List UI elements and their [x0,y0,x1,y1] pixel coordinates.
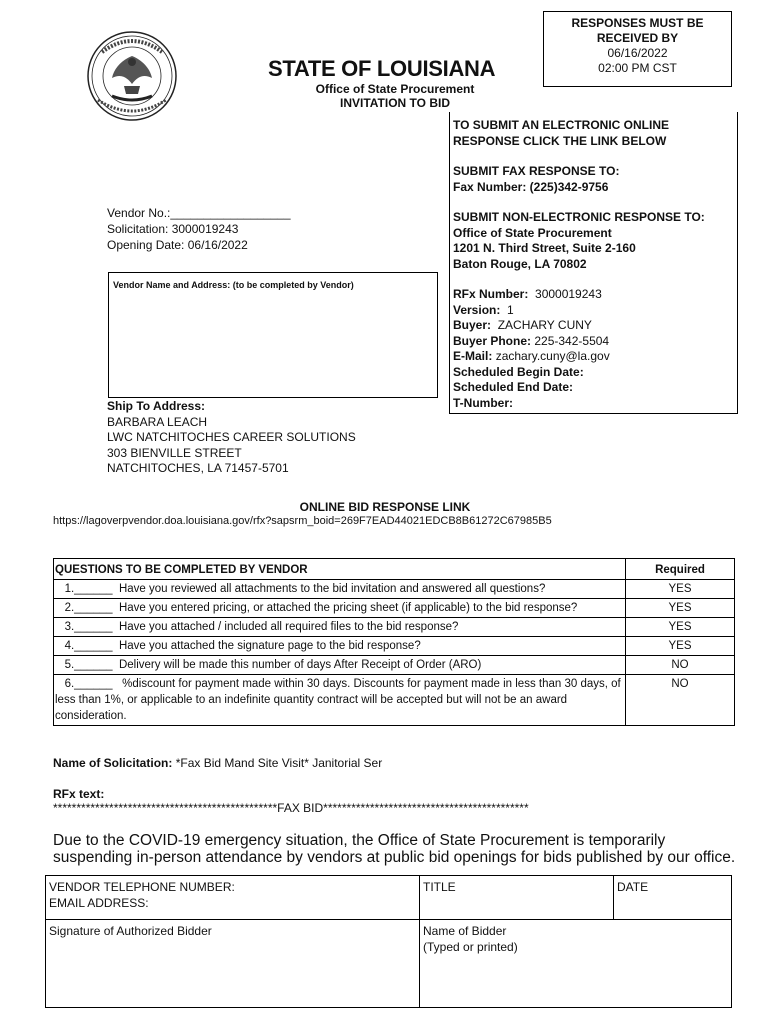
signature-table [45,875,732,1008]
title-label: TITLE [423,880,456,894]
question-required: YES [626,599,735,618]
mail-line2: 1201 N. Third Street, Suite 2-160 [453,241,636,255]
question-required: YES [626,637,735,656]
ship-to-name: BARBARA LEACH [107,414,208,429]
opening-date: Opening Date: 06/16/2022 [107,238,248,252]
solicitation-name-value: *Fax Bid Mand Site Visit* Janitorial Ser [175,756,383,770]
date-label: DATE [617,880,649,894]
solicitation-number: Solicitation: 3000019243 [107,222,239,236]
version-value: 1 [507,302,514,317]
questions-header: QUESTIONS TO BE COMPLETED BY VENDOR [54,559,626,580]
scheduled-end-label: Scheduled End Date: [453,380,574,394]
deadline-time: 02:00 PM CST [598,61,677,75]
required-header: Required [626,559,735,580]
buyer-email-label: E-Mail: [453,349,493,363]
submission-info-box [449,112,738,414]
mail-line3: Baton Rouge, LA 70802 [453,256,587,271]
bidder-name-cell[interactable] [420,920,732,1008]
version-label: Version: [453,302,501,317]
question-text[interactable]: 2.______ Have you entered pricing, or attached the pricing sheet (if applicable) to the bid response? [54,599,626,618]
rfx-number-label: RFx Number: [453,287,529,301]
buyer-value: ZACHARY CUNY [497,318,592,332]
page-title: STATE OF LOUISIANA [268,56,496,81]
table-row [54,580,735,599]
solicitation-name-label: Name of Solicitation: [53,756,173,770]
covid-notice: Due to the COVID-19 emergency situation, the Office of State Procurement is temporarily suspending in-person attendance by vendors at public bid openings for bids published by our office. [53,832,736,866]
rfx-text-label: RFx text: [53,787,105,801]
rfx-number-value: 3000019243 [535,287,602,301]
bidder-name-label: Name of Bidder [423,924,507,938]
question-required: NO [626,675,735,726]
table-row [54,637,735,656]
online-bid-title: ONLINE BID RESPONSE LINK [299,500,471,514]
online-bid-link[interactable]: https://lagoverpvendor.doa.louisiana.gov/rfx?sapsrm_boid=269F7EAD44021EDCB8B61272C67985B5 [53,515,552,527]
question-required: NO [626,656,735,675]
signature-row-2 [46,920,732,1008]
ship-to-address [107,399,356,477]
table-row [54,618,735,637]
question-text[interactable]: 4.______ Have you attached the signature page to the bid response? [54,637,626,656]
scheduled-begin-label: Scheduled Begin Date: [453,364,584,379]
rfx-text [53,787,529,815]
solicitation-name [53,756,382,770]
question-required: YES [626,580,735,599]
vendor-email-label: EMAIL ADDRESS: [49,896,149,910]
buyer-label: Buyer: [453,318,492,332]
rfx-number [453,287,734,303]
buyer-phone-label: Buyer Phone: [453,333,532,348]
buyer-phone-value: 225-342-5504 [534,333,610,348]
question-text[interactable]: 3.______ Have you attached / included all required files to the bid response? [54,618,626,637]
mail-line1: Office of State Procurement [453,225,612,240]
fax-number: Fax Number: (225)342-9756 [453,179,609,194]
ship-to-city: NATCHITOCHES, LA 71457-5701 [107,461,289,475]
table-row [54,675,735,726]
buyer-phone [453,334,734,350]
question-text[interactable]: 6.______ %discount for payment made within 30 days. Discounts for payment made in less than 30 days, of less than 1%, or applicable to an indefinite quantity contract will be accepted but will not be an award consideration. [54,675,626,726]
vendor-questions-table [53,558,735,726]
office-name: Office of State Procurement [315,82,475,96]
vendor-info [107,205,291,253]
signature-cell[interactable] [46,920,420,1008]
vendor-name-address-box[interactable] [108,272,438,398]
state-seal [82,30,182,122]
buyer [453,318,734,334]
table-row [54,656,735,675]
rfx-text-value: ************************************************FAX BID******************************************** [53,801,529,815]
buyer-email [453,349,734,365]
question-text[interactable]: 1.______ Have you reviewed all attachments to the bid invitation and answered all questions? [54,580,626,599]
ship-to-street: 303 BIENVILLE STREET [107,445,242,460]
deadline-date: 06/16/2022 [607,46,668,60]
electronic-line1: TO SUBMIT AN ELECTRONIC ONLINE [453,118,669,132]
buyer-email-value[interactable]: zachary.cuny@la.gov [495,349,610,363]
mail-title: SUBMIT NON-ELECTRONIC RESPONSE TO: [453,210,705,224]
electronic-line2: RESPONSE CLICK THE LINK BELOW [453,133,667,148]
deadline-line1: RESPONSES MUST BE [571,16,704,30]
table-row [54,599,735,618]
header-subtitle [290,82,500,110]
question-required: YES [626,618,735,637]
table-header-row [54,559,735,580]
date-cell[interactable] [614,876,732,920]
tnumber-label: T-Number: [453,395,513,410]
signature-row-1 [46,876,732,920]
question-text[interactable]: 5.______ Delivery will be made this number of days After Receipt of Order (ARO) [54,656,626,675]
ship-to-label: Ship To Address: [107,399,206,413]
version [453,303,734,319]
signature-label: Signature of Authorized Bidder [49,924,212,938]
vendor-no[interactable]: Vendor No.:__________________ [107,206,291,220]
vendor-box-label: Vendor Name and Address: (to be completed by Vendor) [113,280,354,290]
bidder-name-sublabel: (Typed or printed) [423,940,518,954]
title-cell[interactable] [420,876,614,920]
ship-to-org: LWC NATCHITOCHES CAREER SOLUTIONS [107,430,356,444]
doc-type: INVITATION TO BID [340,96,450,110]
response-deadline-box [543,11,732,87]
fax-title: SUBMIT FAX RESPONSE TO: [453,164,620,178]
deadline-line2: RECEIVED BY [596,31,679,45]
vendor-phone-label: VENDOR TELEPHONE NUMBER: [49,880,235,894]
vendor-phone-email-cell[interactable] [46,876,420,920]
